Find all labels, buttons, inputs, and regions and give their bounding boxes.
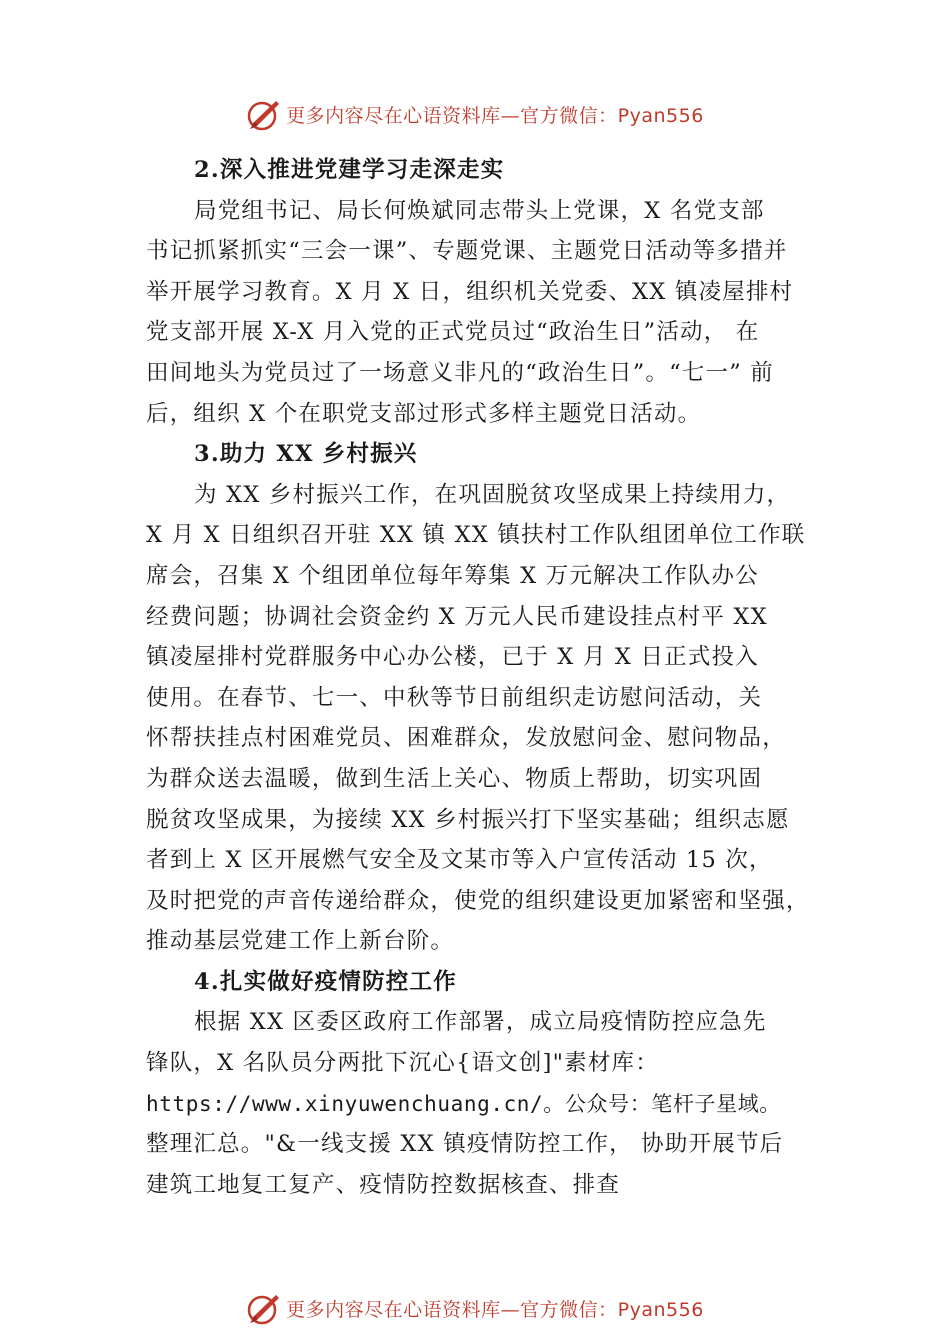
text-line: 推动基层党建工作上新台阶。 <box>146 928 455 955</box>
brush-pen-logo-icon <box>246 96 282 132</box>
section-heading: 2.深入推进党建学习走深走实 <box>194 157 505 183</box>
text-line: 者到上 X 区开展燃气安全及文某市等入户宣传活动 15 次， <box>146 847 773 874</box>
text-line: 举开展学习教育。X 月 X 日，组织机关党委、XX 镇凌屋排村 <box>146 278 794 305</box>
footer-watermark-banner <box>0 1286 950 1330</box>
text-line: 局党组书记、局长何焕斌同志带头上党课，X 名党支部 <box>194 197 765 224</box>
text-line: 怀帮扶挂点村困难党员、困难群众，发放慰问金、慰问物品， <box>146 725 786 752</box>
banner-wechat-id: Pyan556 <box>617 1298 704 1321</box>
text-line: https://www.xinyuwenchuang.cn/。公众号：笔杆子星域。 <box>146 1091 781 1116</box>
text-line: 为群众送去温暖，做到生活上关心、物质上帮助，切实巩固 <box>146 765 763 792</box>
text-line: 后，组织 X 个在职党支部过形式多样主题党日活动。 <box>146 400 702 427</box>
text-line: 为 XX 乡村振兴工作，在巩固脱贫攻坚成果上持续用力， <box>194 481 791 508</box>
text-line: 书记抓紧抓实“三会一课”、专题党课、主题党日活动等多措并 <box>146 238 788 265</box>
text-line: 脱贫攻坚成果，为接续 XX 乡村振兴打下坚实基础；组织志愿 <box>146 806 790 833</box>
text-line: 镇凌屋排村党群服务中心办公楼，已于 X 月 X 日正式投入 <box>146 644 759 671</box>
text-line: 党支部开展 X-X 月入党的正式党员过“政治生日”活动， 在 <box>146 319 760 346</box>
section-heading: 3.助力 XX 乡村振兴 <box>194 441 418 468</box>
text-line: 田间地头为党员过了一场意义非凡的“政治生日”。“七一” 前 <box>146 359 774 386</box>
text-line: 席会，召集 X 个组团单位每年筹集 X 万元解决工作队办公 <box>146 562 759 589</box>
text-line: X 月 X 日组织召开驻 XX 镇 XX 镇扶村工作队组团单位工作联 <box>146 522 806 549</box>
text-line: 使用。在春节、七一、中秋等节日前组织走访慰问活动，关 <box>146 684 763 711</box>
banner-text <box>286 101 704 128</box>
header-watermark-banner <box>0 92 950 136</box>
banner-wechat-id: Pyan556 <box>617 104 704 127</box>
brush-pen-logo-icon <box>246 1290 282 1326</box>
text-line: 整理汇总。"&一线支援 XX 镇疫情防控工作， 协助开展节后 <box>146 1131 784 1158</box>
section-heading: 4.扎实做好疫情防控工作 <box>194 968 457 995</box>
banner-label: 更多内容尽在心语资料库—官方微信： <box>286 104 618 127</box>
text-line: 及时把党的声音传递给群众，使党的组织建设更加紧密和坚强， <box>146 887 810 914</box>
text-line: 锋队，X 名队员分两批下沉心{语文创]"素材库： <box>146 1050 659 1077</box>
banner-text <box>286 1295 704 1322</box>
text-line: 根据 XX 区委区政府工作部署，成立局疫情防控应急先 <box>194 1009 767 1036</box>
document-body <box>146 150 836 1205</box>
text-line: 建筑工地复工复产、疫情防控数据核查、排查 <box>146 1171 621 1198</box>
banner-label: 更多内容尽在心语资料库—官方微信： <box>286 1298 618 1321</box>
text-line: 经费问题；协调社会资金约 X 万元人民币建设挂点村平 XX <box>146 603 768 630</box>
